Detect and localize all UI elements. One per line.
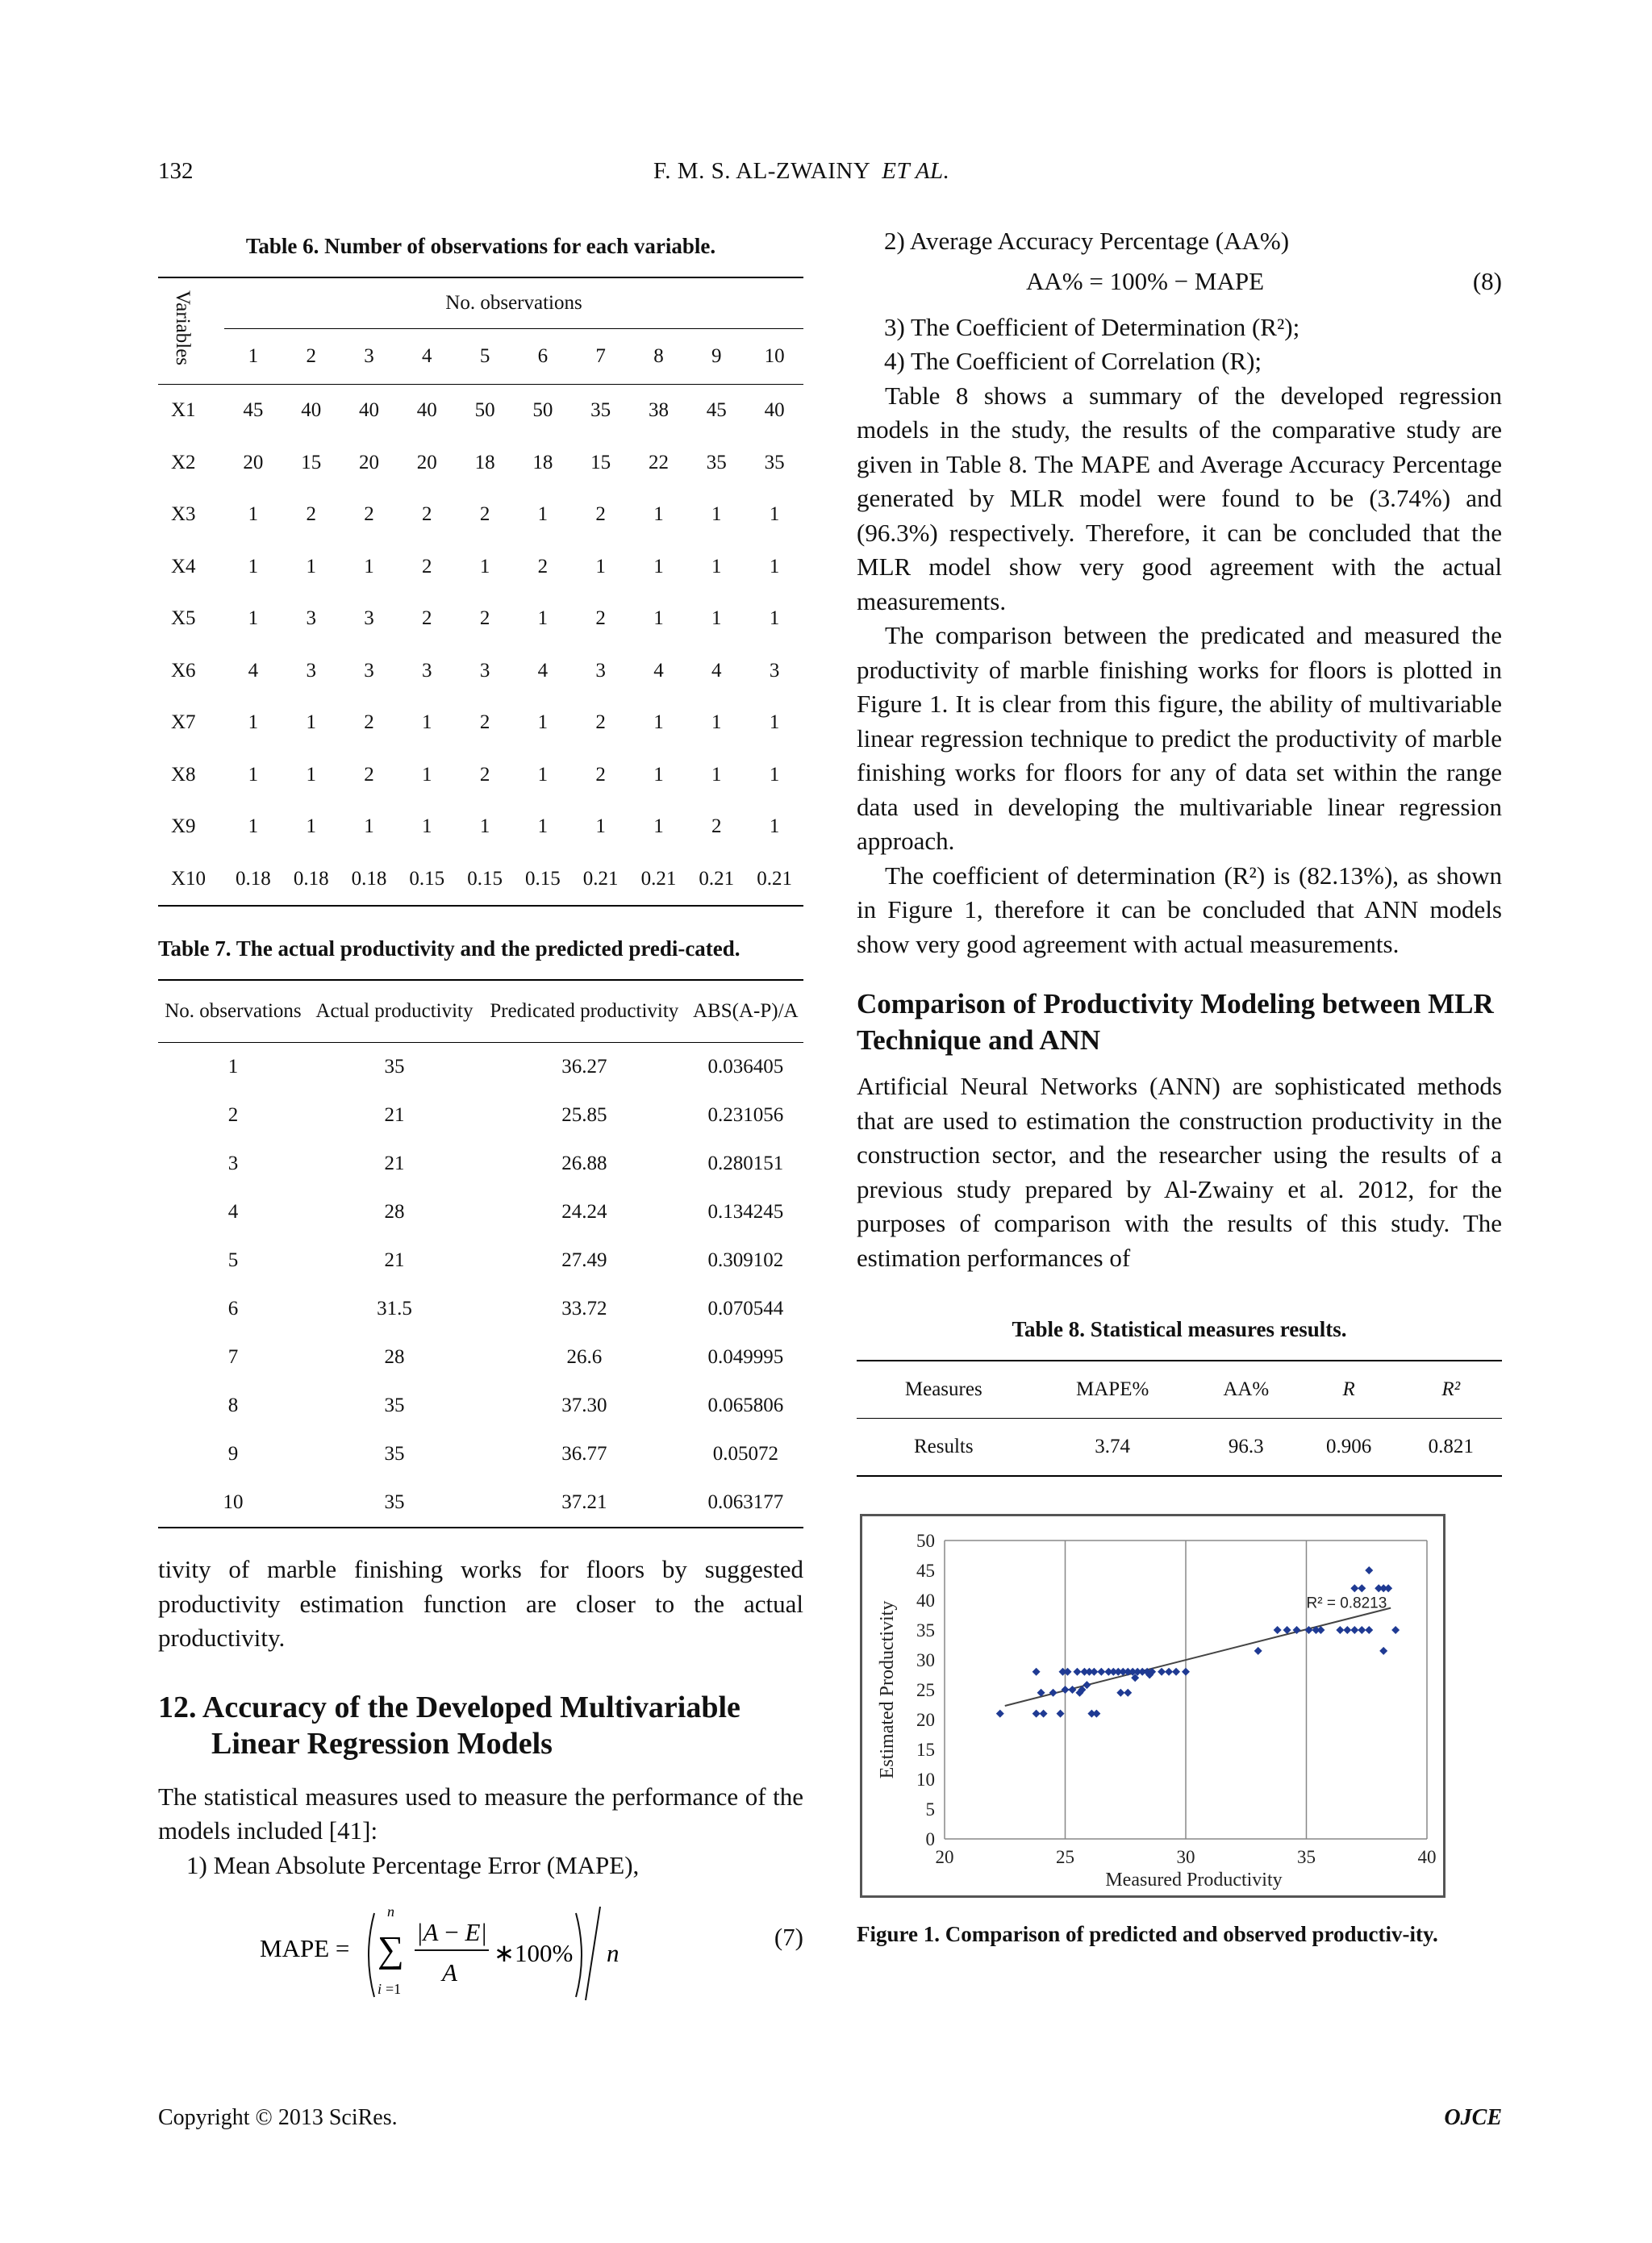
table-cell: 0.821 xyxy=(1428,1436,1474,1457)
table-row xyxy=(158,1382,803,1430)
table7-header-row xyxy=(158,980,803,1043)
table-cell: 21 xyxy=(384,1104,405,1126)
table-cell: 1 xyxy=(364,815,374,838)
table7-col-header: Actual productivity xyxy=(308,980,481,1043)
table-cell: 9 xyxy=(227,1443,239,1465)
table-row xyxy=(158,489,803,541)
table-cell: 4 xyxy=(653,659,664,682)
table-cell: 1 xyxy=(711,555,722,577)
table-cell: 27.49 xyxy=(561,1249,607,1271)
table-cell: 0.21 xyxy=(757,867,792,890)
table-cell: 50 xyxy=(474,399,495,422)
svg-text:n: n xyxy=(387,1903,394,1920)
table-cell: 1 xyxy=(306,815,316,838)
table-cell: 1 xyxy=(769,815,780,838)
table6-col-header: 10 xyxy=(745,329,803,385)
subsection-title: Comparison of Productivity Modeling between MLR Technique and ANN xyxy=(857,988,1494,1056)
row-label: X9 xyxy=(171,815,196,838)
table6-col-header: 9 xyxy=(687,329,745,385)
table-cell: 35 xyxy=(384,1491,405,1513)
y-tick-label: 35 xyxy=(916,1620,935,1641)
header-authors: F. M. S. AL-ZWAINY xyxy=(653,158,871,184)
table-cell: 35 xyxy=(384,1056,405,1078)
right-column xyxy=(857,227,1502,1949)
data-point xyxy=(1384,1584,1392,1592)
table-cell: 1 xyxy=(711,711,722,734)
table-cell: 0.21 xyxy=(640,867,677,890)
footer-journal: OJCE xyxy=(1444,2105,1502,2130)
table-row xyxy=(158,1140,803,1188)
y-tick-label: 50 xyxy=(916,1531,935,1551)
data-point xyxy=(1172,1668,1180,1676)
table-cell: 2 xyxy=(479,607,490,630)
data-point xyxy=(1254,1647,1262,1655)
item-r2: 3) The Coefficient of Determination (R²); xyxy=(884,312,1300,341)
table6-col-header: 1 xyxy=(224,329,282,385)
paragraph-coefficient: The coefficient of determination (R²) is (82.13%), as shown in Figure 1, therefore it can be concluded that ANN models show very good agreement with actual measurements. xyxy=(857,861,1502,958)
table-cell: 18 xyxy=(532,451,553,473)
table-cell: 1 xyxy=(769,763,780,786)
table-cell: 1 xyxy=(595,815,606,838)
table-cell: 3 xyxy=(595,659,606,682)
data-point xyxy=(1365,1626,1373,1634)
table-row xyxy=(158,1236,803,1285)
table-cell: 2 xyxy=(422,555,432,577)
paragraph-continuation: tivity of marble finishing works for floors by suggested productivity estimation function are closer to the actual productivity. xyxy=(158,1555,803,1652)
table-cell: 2 xyxy=(595,607,606,630)
table-cell: 33.72 xyxy=(561,1298,607,1320)
data-point xyxy=(1158,1668,1166,1676)
svg-text:MAPE =: MAPE = xyxy=(260,1934,350,1962)
table-cell: 1 xyxy=(537,815,549,838)
table-cell: 18 xyxy=(474,451,495,473)
table-cell: 36.77 xyxy=(561,1443,607,1465)
table-cell: 3 xyxy=(364,607,374,630)
y-tick-label: 20 xyxy=(916,1710,935,1730)
table-cell: 1 xyxy=(306,711,316,734)
data-point xyxy=(1040,1710,1048,1718)
y-tick-label: 30 xyxy=(916,1650,935,1670)
table-cell: 2 xyxy=(711,815,722,838)
table-cell: Results xyxy=(913,1436,974,1457)
data-point xyxy=(1365,1566,1373,1574)
row-label: X4 xyxy=(171,555,196,577)
table-row xyxy=(158,1478,803,1528)
table7-col-header: No. observations xyxy=(158,980,308,1043)
table-cell: 1 xyxy=(306,763,316,786)
table-cell: 38 xyxy=(648,399,669,422)
x-tick-label: 20 xyxy=(935,1847,954,1867)
table-cell: 37.21 xyxy=(561,1491,607,1513)
paragraph-comparison: The comparison between the predicated and measured the productivity of marble finishing works for floors is plotted in Figure 1. It is clear from this figure, the ability of multivariable linear regression technique to predict the productivity of marble finishing works for floors for any of data set within the range data used in developing the multivariable linear regression approach. xyxy=(857,621,1502,855)
table-cell: 0.15 xyxy=(467,867,503,890)
table-cell: 8 xyxy=(227,1395,239,1416)
table-cell: 35 xyxy=(590,399,611,422)
r-squared-annotation: R² = 0.8213 xyxy=(1306,1595,1387,1612)
table6-col-header: 5 xyxy=(456,329,514,385)
table-cell: 28 xyxy=(384,1346,405,1368)
table-cell: 0.21 xyxy=(582,867,619,890)
data-point xyxy=(1116,1689,1124,1697)
table6-col-header: 7 xyxy=(572,329,630,385)
table-cell: 1 xyxy=(653,555,664,577)
table7-caption: Table 7. The actual productivity and the predicted predi-cated. xyxy=(158,936,740,961)
table6-col-header: 3 xyxy=(340,329,398,385)
table-cell: 1 xyxy=(537,763,549,786)
data-point xyxy=(1343,1626,1351,1634)
table-cell: 3 xyxy=(306,607,316,630)
table-cell: 36.27 xyxy=(561,1056,607,1078)
table-row xyxy=(158,593,803,645)
table-cell: 2 xyxy=(479,711,490,734)
table-cell: 1 xyxy=(422,763,432,786)
table8-col-header: Measures xyxy=(857,1361,1031,1419)
figure1-caption: Figure 1. Comparison of predicted and observed productiv-ity. xyxy=(857,1922,1438,1946)
table-cell: 22 xyxy=(648,451,669,473)
table-cell: 0.18 xyxy=(351,867,387,890)
figure1-chart xyxy=(862,1516,1443,1895)
table7-col-header: Predicated productivity xyxy=(481,980,688,1043)
table6-col-header: 8 xyxy=(630,329,688,385)
equation-7-number: (7) xyxy=(774,1923,803,1951)
table-cell: 35 xyxy=(764,451,785,473)
x-tick-label: 40 xyxy=(1417,1847,1437,1867)
table-cell: 3 xyxy=(422,659,432,682)
paragraph-ann: Artificial Neural Networks (ANN) are sophisticated methods that are used to estimation the construction productivity in the construction sector, and the researcher using the results of a previous study prepared by Al-Zwainy et al. 2012, for the purposes of comparison with the results of this study. The estimation performances of xyxy=(857,1072,1502,1272)
data-point xyxy=(996,1710,1004,1718)
table-cell: 1 xyxy=(248,711,259,734)
paragraph-measures: The statistical measures used to measure the performance of the models included [41]: xyxy=(158,1782,803,1845)
data-point xyxy=(1062,1686,1070,1694)
table-row xyxy=(158,645,803,698)
svg-text:∗100%: ∗100% xyxy=(494,1939,574,1967)
footer-copyright: Copyright © 2013 SciRes. xyxy=(158,2105,398,2130)
table6-col-header: 2 xyxy=(282,329,340,385)
table-row xyxy=(158,1285,803,1333)
table-cell: 4 xyxy=(227,1201,239,1223)
table-cell: 0.065806 xyxy=(707,1395,784,1416)
table-cell: 1 xyxy=(479,555,490,577)
table-cell: 21 xyxy=(384,1249,405,1271)
table-row xyxy=(158,1043,803,1092)
table-cell: 1 xyxy=(227,1056,239,1078)
data-point xyxy=(1032,1710,1041,1718)
table6 xyxy=(158,277,803,907)
mape-formula xyxy=(158,1882,723,2003)
table-cell: 45 xyxy=(243,399,264,422)
table-cell: 2 xyxy=(364,763,374,786)
left-column xyxy=(158,234,803,2003)
table-cell: 1 xyxy=(479,815,490,838)
table-cell: 5 xyxy=(227,1249,239,1271)
table-cell: 2 xyxy=(422,503,432,526)
table6-col-header: 4 xyxy=(398,329,456,385)
table-cell: 3.74 xyxy=(1095,1436,1131,1457)
data-point xyxy=(1124,1689,1132,1697)
table-cell: 1 xyxy=(422,815,432,838)
table-cell: 20 xyxy=(358,451,379,473)
table-row xyxy=(158,1188,803,1236)
data-point xyxy=(1092,1710,1100,1718)
table-cell: 2 xyxy=(479,503,490,526)
data-point xyxy=(1274,1626,1282,1634)
table-cell: 0.231056 xyxy=(707,1104,784,1126)
table-cell: 3 xyxy=(479,659,490,682)
svg-text:i: i xyxy=(378,1981,382,1997)
table-cell: 0.280151 xyxy=(707,1153,784,1174)
table-row xyxy=(158,697,803,749)
table-cell: 40 xyxy=(764,399,785,422)
table-cell: 26.6 xyxy=(566,1346,603,1368)
table-cell: 26.88 xyxy=(561,1153,607,1174)
table-row xyxy=(158,541,803,594)
table-cell: 1 xyxy=(769,711,780,734)
table-cell: 24.24 xyxy=(561,1201,607,1223)
item-r: 4) The Coefficient of Correlation (R); xyxy=(884,347,1262,375)
table-cell: 3 xyxy=(227,1153,239,1174)
table-cell: 0.05072 xyxy=(712,1443,778,1465)
table-cell: 1 xyxy=(364,555,374,577)
row-label: X3 xyxy=(171,503,196,526)
data-point xyxy=(1097,1668,1105,1676)
table-cell: 1 xyxy=(537,503,549,526)
table7-col-header: ABS(A-P)/A xyxy=(688,980,803,1043)
table-cell: 40 xyxy=(416,399,437,422)
table-cell: 50 xyxy=(532,399,553,422)
table8-caption: Table 8. Statistical measures results. xyxy=(1012,1317,1347,1341)
table-cell: 0.18 xyxy=(236,867,271,890)
table-cell: 1 xyxy=(422,711,432,734)
table-cell: 2 xyxy=(364,711,374,734)
data-point xyxy=(1358,1626,1366,1634)
row-label: X5 xyxy=(171,607,196,630)
table-cell: 1 xyxy=(653,503,664,526)
x-tick-label: 35 xyxy=(1297,1847,1316,1867)
table-cell: 2 xyxy=(479,763,490,786)
table-cell: 1 xyxy=(248,555,259,577)
data-point xyxy=(1057,1710,1065,1718)
equation-8-expr: AA% = 100% − MAPE xyxy=(1026,266,1265,295)
data-point xyxy=(1165,1668,1173,1676)
table-cell: 10 xyxy=(223,1491,244,1513)
header-etal: ET AL. xyxy=(882,158,950,184)
table-cell: 0.18 xyxy=(293,867,329,890)
table8-results-row xyxy=(857,1419,1502,1477)
table-cell: 0.15 xyxy=(525,867,561,890)
table-cell: 2 xyxy=(227,1104,239,1126)
table-cell: 20 xyxy=(243,451,264,473)
svg-text:=1: =1 xyxy=(386,1981,402,1997)
table-cell: 2 xyxy=(537,555,549,577)
table-cell: 1 xyxy=(711,503,722,526)
table8-col-header: AA% xyxy=(1195,1361,1298,1419)
svg-text:∑: ∑ xyxy=(378,1928,404,1970)
equation-7 xyxy=(158,1882,803,2003)
data-point xyxy=(1068,1686,1076,1694)
section-title: 12. Accuracy of the Developed Multivariable Linear Regression Models xyxy=(158,1690,740,1761)
data-point xyxy=(1073,1668,1081,1676)
table8-col-header: MAPE% xyxy=(1031,1361,1195,1419)
row-label: X8 xyxy=(171,763,196,786)
table-cell: 15 xyxy=(301,451,322,473)
table-cell: 1 xyxy=(769,503,780,526)
table-cell: 2 xyxy=(595,503,606,526)
y-tick-label: 10 xyxy=(916,1770,935,1790)
table7 xyxy=(158,979,803,1528)
table-cell: 45 xyxy=(706,399,727,422)
table-row xyxy=(158,1091,803,1140)
table-cell: 1 xyxy=(248,607,259,630)
table-cell: 0.049995 xyxy=(707,1346,784,1368)
paragraph-table8: Table 8 shows a summary of the developed regression models in the study, the results of the comparative study are given in Table 8. The MAPE and Average Accuracy Percentage generated by MLR model were found to be (3.74%) and (96.3%) respectively. Therefore, it can be concluded that the MLR model show very good agreement with the actual measurements. xyxy=(857,381,1502,615)
figure1 xyxy=(860,1514,1446,1898)
table-cell: 2 xyxy=(306,503,316,526)
table-cell: 40 xyxy=(301,399,322,422)
table-cell: 2 xyxy=(422,607,432,630)
equation-8-number: (8) xyxy=(1472,266,1502,295)
table-row xyxy=(158,437,803,490)
table-cell: 25.85 xyxy=(561,1104,607,1126)
table7-body xyxy=(158,1043,803,1528)
table-cell: 40 xyxy=(358,399,379,422)
table-cell: 0.21 xyxy=(699,867,735,890)
table-row xyxy=(158,749,803,802)
table-cell: 3 xyxy=(306,659,316,682)
table-cell: 2 xyxy=(595,711,606,734)
data-point xyxy=(1379,1647,1387,1655)
page-number: 132 xyxy=(158,158,194,184)
table6-var-label: Variables xyxy=(172,290,194,366)
table-row xyxy=(158,385,803,437)
data-point xyxy=(1391,1626,1400,1634)
svg-text:n: n xyxy=(607,1939,620,1967)
table8-header-row xyxy=(857,1361,1502,1419)
table-cell: 0.309102 xyxy=(707,1249,784,1271)
table-cell: 15 xyxy=(590,451,611,473)
table-cell: 1 xyxy=(711,607,722,630)
table-cell: 1 xyxy=(653,607,664,630)
x-tick-label: 25 xyxy=(1056,1847,1074,1867)
data-point xyxy=(1090,1668,1098,1676)
y-tick-label: 5 xyxy=(925,1799,935,1820)
table-cell: 3 xyxy=(769,659,780,682)
table-cell: 35 xyxy=(384,1443,405,1465)
y-tick-label: 15 xyxy=(916,1740,935,1760)
table-cell: 28 xyxy=(384,1201,405,1223)
table-cell: 0.036405 xyxy=(707,1056,784,1078)
table-cell: 1 xyxy=(769,607,780,630)
y-tick-label: 25 xyxy=(916,1680,935,1700)
table-cell: 31.5 xyxy=(377,1298,412,1320)
data-point xyxy=(1032,1668,1041,1676)
table-cell: 35 xyxy=(706,451,727,473)
table6-column-headers xyxy=(158,329,803,385)
row-label: X2 xyxy=(171,451,196,473)
table-row xyxy=(158,1430,803,1478)
table-cell: 1 xyxy=(248,763,259,786)
table-row xyxy=(158,1333,803,1382)
table-cell: 2 xyxy=(595,763,606,786)
data-point xyxy=(1350,1626,1358,1634)
running-header xyxy=(653,158,949,185)
row-label: X7 xyxy=(171,711,196,734)
table-cell: 20 xyxy=(416,451,437,473)
y-tick-label: 45 xyxy=(916,1561,935,1581)
table-cell: 1 xyxy=(537,711,549,734)
table-cell: 1 xyxy=(537,607,549,630)
row-label: X1 xyxy=(171,399,196,422)
table8-col-header: R xyxy=(1298,1361,1400,1419)
table8-col-header: R² xyxy=(1400,1361,1502,1419)
table-cell: 7 xyxy=(227,1346,239,1368)
item-aa: 2) Average Accuracy Percentage (AA%) xyxy=(884,227,1290,255)
table-cell: 1 xyxy=(769,555,780,577)
table6-group-header: No. observations xyxy=(445,292,582,314)
table-cell: 1 xyxy=(653,711,664,734)
table-cell: 0.063177 xyxy=(707,1491,784,1513)
table-cell: 1 xyxy=(653,763,664,786)
table-cell: 96.3 xyxy=(1228,1436,1264,1457)
table-cell: 4 xyxy=(537,659,549,682)
x-tick-label: 30 xyxy=(1176,1847,1195,1867)
table-cell: 1 xyxy=(248,815,259,838)
table-cell: 3 xyxy=(364,659,374,682)
svg-text:|A − E|: |A − E| xyxy=(416,1918,487,1946)
table-cell: 4 xyxy=(711,659,722,682)
data-point xyxy=(1049,1689,1058,1697)
table-cell: 1 xyxy=(306,555,316,577)
table-cell: 1 xyxy=(711,763,722,786)
table-row xyxy=(158,801,803,853)
table-cell: 35 xyxy=(384,1395,405,1416)
table-cell: 0.906 xyxy=(1326,1436,1372,1457)
table-cell: 37.30 xyxy=(561,1395,607,1416)
table-cell: 0.134245 xyxy=(707,1201,784,1223)
y-tick-label: 0 xyxy=(925,1829,935,1849)
table8 xyxy=(857,1360,1502,1477)
table-cell: 0.070544 xyxy=(707,1298,784,1320)
table-cell: 2 xyxy=(364,503,374,526)
svg-text:A: A xyxy=(442,1958,457,1987)
data-point xyxy=(1350,1584,1358,1592)
row-label: X10 xyxy=(171,867,206,890)
data-point xyxy=(1336,1626,1344,1634)
table-cell: 1 xyxy=(248,503,259,526)
data-point xyxy=(1182,1668,1190,1676)
y-tick-label: 40 xyxy=(916,1591,935,1611)
table-cell: 1 xyxy=(653,815,664,838)
table6-caption: Table 6. Number of observations for each variable. xyxy=(245,234,716,258)
table-cell: 6 xyxy=(227,1298,239,1320)
table-cell: 21 xyxy=(384,1153,405,1174)
equation-8 xyxy=(857,267,1502,307)
table-row xyxy=(158,853,803,907)
table6-col-header: 6 xyxy=(514,329,572,385)
item-mape: 1) Mean Absolute Percentage Error (MAPE), xyxy=(186,1850,640,1879)
data-point xyxy=(1358,1584,1366,1592)
table-cell: 4 xyxy=(248,659,259,682)
table6-var-header xyxy=(158,277,224,385)
table-cell: 1 xyxy=(595,555,606,577)
table6-body xyxy=(158,385,803,907)
y-axis-title: Estimated Productivity xyxy=(877,1600,898,1779)
table-cell: 0.15 xyxy=(409,867,445,890)
row-label: X6 xyxy=(171,659,196,682)
x-axis-title: Measured Productivity xyxy=(1105,1870,1283,1891)
